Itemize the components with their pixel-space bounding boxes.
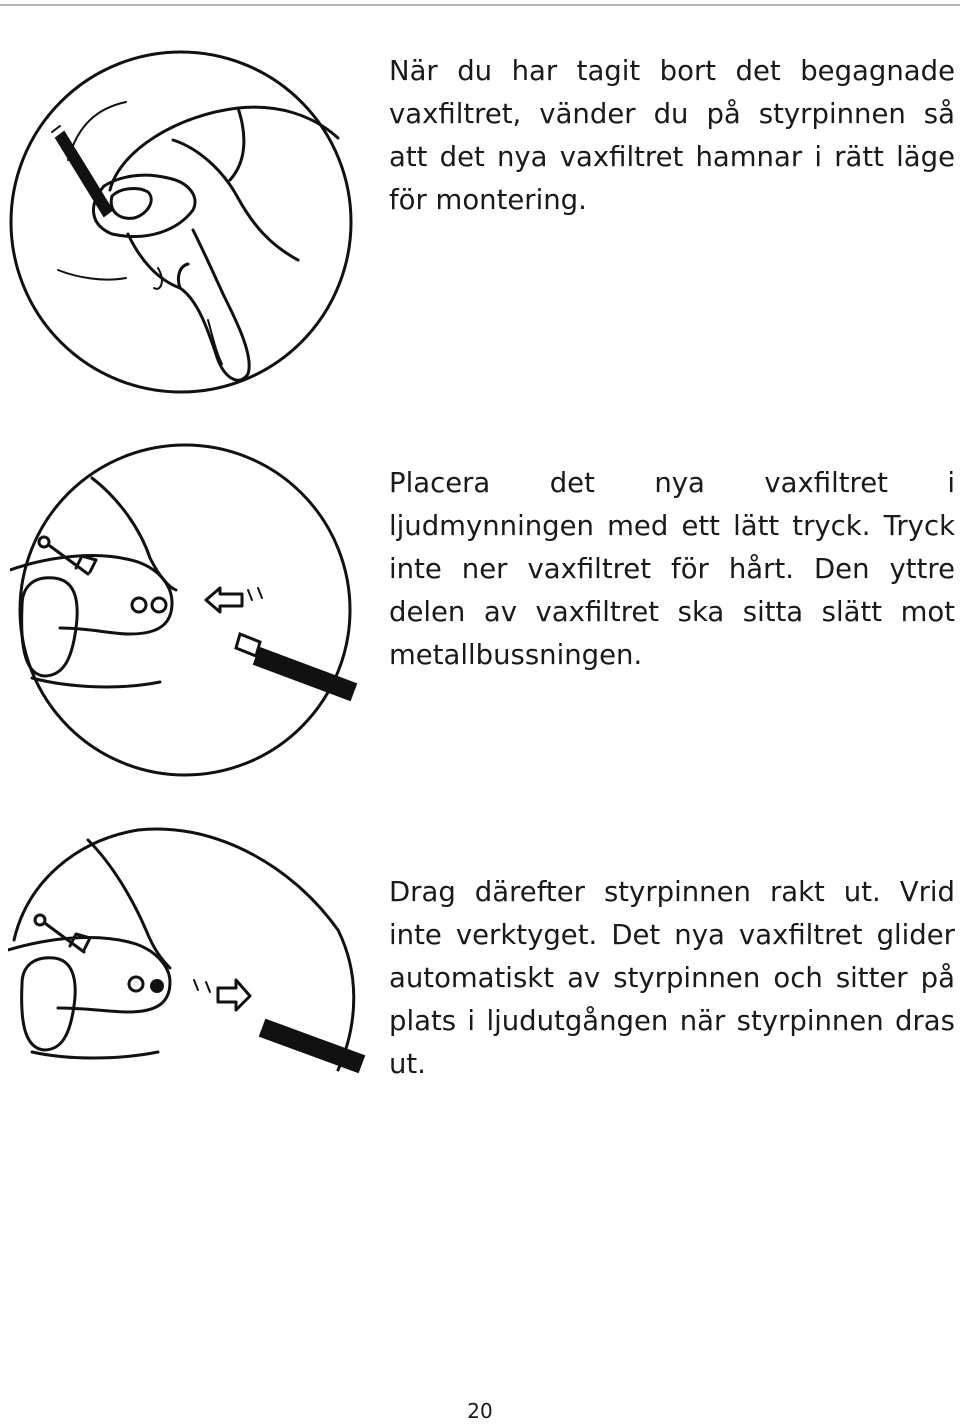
- step-1-text: När du har tagit bort det begagnade vaxfiltret, vänder du på styrpinnen så att det nya vaxfiltret hamnar i rätt läge för montering.: [389, 55, 955, 216]
- step-2-text: Placera det nya vaxfiltret i ljudmynningen med ett lätt tryck. Tryck inte ner vaxfiltret för hårt. Den yttre delen av vaxfiltret ska sitta slätt mot metallbussningen.: [389, 467, 955, 671]
- pulling-tool-illustration: [8, 820, 378, 1090]
- top-rule: [0, 4, 960, 6]
- step-3-text: Drag därefter styrpinnen rakt ut. Vrid inte verktyget. Det nya vaxfiltret glider automatiskt av styrpinnen och sitter på plats i ljudutgången när styrpinnen dras ut.: [389, 876, 955, 1080]
- page-number: 20: [467, 1399, 493, 1423]
- placing-filter-illustration: [10, 438, 370, 783]
- hand-rotating-tool-illustration: [8, 20, 358, 400]
